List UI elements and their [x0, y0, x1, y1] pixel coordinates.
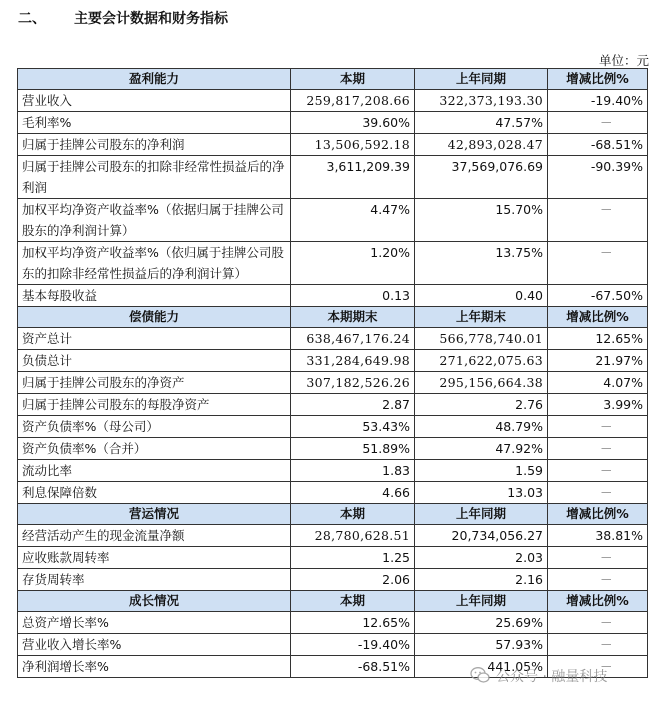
table-cell: 47.57%: [415, 112, 548, 134]
table-cell: 3.99%: [548, 394, 648, 416]
table-cell: 21.97%: [548, 350, 648, 372]
table-row: [18, 328, 648, 350]
table-cell: 441.05%: [415, 656, 548, 678]
row-label: 应收账款周转率: [18, 547, 291, 569]
column-header: 增减比例%: [548, 307, 648, 328]
table-cell: -19.40%: [548, 90, 648, 112]
table-row: [18, 394, 648, 416]
table-cell: 13.75%: [415, 242, 548, 285]
row-label: 营业收入增长率%: [18, 634, 291, 656]
table-cell: 2.76: [415, 394, 548, 416]
table-row: [18, 460, 648, 482]
table-cell: 1.25: [291, 547, 415, 569]
column-header: 本期: [291, 504, 415, 525]
table-cell: 322,373,193.30: [415, 90, 548, 112]
row-label: 经营活动产生的现金流量净额: [18, 525, 291, 547]
table-cell: 4.66: [291, 482, 415, 504]
table-row: [18, 416, 648, 438]
table-cell: 28,780,628.51: [291, 525, 415, 547]
table-cell: 0.40: [415, 285, 548, 307]
table-cell: －: [548, 547, 648, 569]
row-label: 归属于挂牌公司股东的净利润: [18, 134, 291, 156]
table-row: [18, 285, 648, 307]
table-cell: －: [548, 612, 648, 634]
table-row: [18, 134, 648, 156]
row-label: 加权平均净资产收益率%（依据归属于挂牌公司股东的净利润计算）: [18, 199, 291, 242]
row-label: 存货周转率: [18, 569, 291, 591]
table-row: [18, 547, 648, 569]
row-label: 资产总计: [18, 328, 291, 350]
table-cell: 2.06: [291, 569, 415, 591]
table-cell: 57.93%: [415, 634, 548, 656]
table-cell: －: [548, 656, 648, 678]
table-cell: 307,182,526.26: [291, 372, 415, 394]
table-cell: －: [548, 438, 648, 460]
table-cell: 271,622,075.63: [415, 350, 548, 372]
table-cell: －: [548, 416, 648, 438]
column-header: 本期: [291, 591, 415, 612]
table-cell: 12.65%: [291, 612, 415, 634]
table-cell: 48.79%: [415, 416, 548, 438]
row-label: 归属于挂牌公司股东的净资产: [18, 372, 291, 394]
table-cell: 1.83: [291, 460, 415, 482]
column-header: 上年同期: [415, 591, 548, 612]
column-header: 上年期末: [415, 307, 548, 328]
row-label: 资产负债率%（母公司）: [18, 416, 291, 438]
table-cell: 53.43%: [291, 416, 415, 438]
column-header: 上年同期: [415, 69, 548, 90]
table-cell: 2.16: [415, 569, 548, 591]
table-cell: －: [548, 460, 648, 482]
table-row: [18, 90, 648, 112]
column-header: 增减比例%: [548, 69, 648, 90]
row-label: 利息保障倍数: [18, 482, 291, 504]
row-label: 负债总计: [18, 350, 291, 372]
table-cell: 2.03: [415, 547, 548, 569]
row-label: 流动比率: [18, 460, 291, 482]
column-header: 增减比例%: [548, 591, 648, 612]
table-cell: 566,778,740.01: [415, 328, 548, 350]
table-row: [18, 569, 648, 591]
table-row: [18, 199, 648, 242]
column-header: 本期: [291, 69, 415, 90]
table-row: [18, 634, 648, 656]
row-label: 营业收入: [18, 90, 291, 112]
table-row: [18, 372, 648, 394]
section-number: 二、: [18, 11, 46, 27]
table-cell: 38.81%: [548, 525, 648, 547]
row-label: 归属于挂牌公司股东的每股净资产: [18, 394, 291, 416]
watermark-text: 公众号 · 融量科技: [496, 669, 608, 685]
financial-indicators-table: [17, 68, 648, 678]
table-row: [18, 438, 648, 460]
table-cell: 2.87: [291, 394, 415, 416]
table-row: [18, 112, 648, 134]
column-header: 本期期末: [291, 307, 415, 328]
table-cell: 4.47%: [291, 199, 415, 242]
column-header: 偿债能力: [18, 307, 291, 328]
table-cell: 13.03: [415, 482, 548, 504]
table-cell: －: [548, 482, 648, 504]
table-row: [18, 242, 648, 285]
table-cell: 42,893,028.47: [415, 134, 548, 156]
table-cell: 15.70%: [415, 199, 548, 242]
table-cell: －: [548, 112, 648, 134]
table-group-header: [18, 504, 648, 525]
table-cell: -90.39%: [548, 156, 648, 199]
table-cell: 25.69%: [415, 612, 548, 634]
table-cell: 13,506,592.18: [291, 134, 415, 156]
table-row: [18, 350, 648, 372]
table-row: [18, 156, 648, 199]
table-cell: 638,467,176.24: [291, 328, 415, 350]
table-cell: 331,284,649.98: [291, 350, 415, 372]
table-row: [18, 612, 648, 634]
table-cell: －: [548, 634, 648, 656]
table-cell: 1.59: [415, 460, 548, 482]
table-cell: -67.50%: [548, 285, 648, 307]
table-cell: 47.92%: [415, 438, 548, 460]
table-group-header: [18, 69, 648, 90]
table-cell: 1.20%: [291, 242, 415, 285]
table-cell: 0.13: [291, 285, 415, 307]
row-label: 加权平均净资产收益率%（依归属于挂牌公司股东的扣除非经常性损益后的净利润计算）: [18, 242, 291, 285]
table-cell: 3,611,209.39: [291, 156, 415, 199]
table-cell: －: [548, 569, 648, 591]
table-cell: -68.51%: [291, 656, 415, 678]
column-header: 盈利能力: [18, 69, 291, 90]
row-label: 基本每股收益: [18, 285, 291, 307]
table-cell: 37,569,076.69: [415, 156, 548, 199]
section-title: 主要会计数据和财务指标: [74, 11, 228, 27]
row-label: 净利润增长率%: [18, 656, 291, 678]
row-label: 资产负债率%（合并）: [18, 438, 291, 460]
row-label: 毛利率%: [18, 112, 291, 134]
table-cell: 20,734,056.27: [415, 525, 548, 547]
table-cell: -19.40%: [291, 634, 415, 656]
column-header: 成长情况: [18, 591, 291, 612]
column-header: 增减比例%: [548, 504, 648, 525]
wechat-icon: [470, 666, 490, 684]
table-cell: 4.07%: [548, 372, 648, 394]
table-cell: 295,156,664.38: [415, 372, 548, 394]
table-cell: －: [548, 242, 648, 285]
table-cell: 12.65%: [548, 328, 648, 350]
table-group-header: [18, 307, 648, 328]
table-cell: 39.60%: [291, 112, 415, 134]
table-cell: -68.51%: [548, 134, 648, 156]
table-row: [18, 525, 648, 547]
column-header: 营运情况: [18, 504, 291, 525]
table-cell: 51.89%: [291, 438, 415, 460]
table-group-header: [18, 591, 648, 612]
row-label: 总资产增长率%: [18, 612, 291, 634]
table-row: [18, 482, 648, 504]
table-cell: 259,817,208.66: [291, 90, 415, 112]
row-label: 归属于挂牌公司股东的扣除非经常性损益后的净利润: [18, 156, 291, 199]
unit-label: 单位：元: [598, 53, 649, 68]
column-header: 上年同期: [415, 504, 548, 525]
table-cell: －: [548, 199, 648, 242]
